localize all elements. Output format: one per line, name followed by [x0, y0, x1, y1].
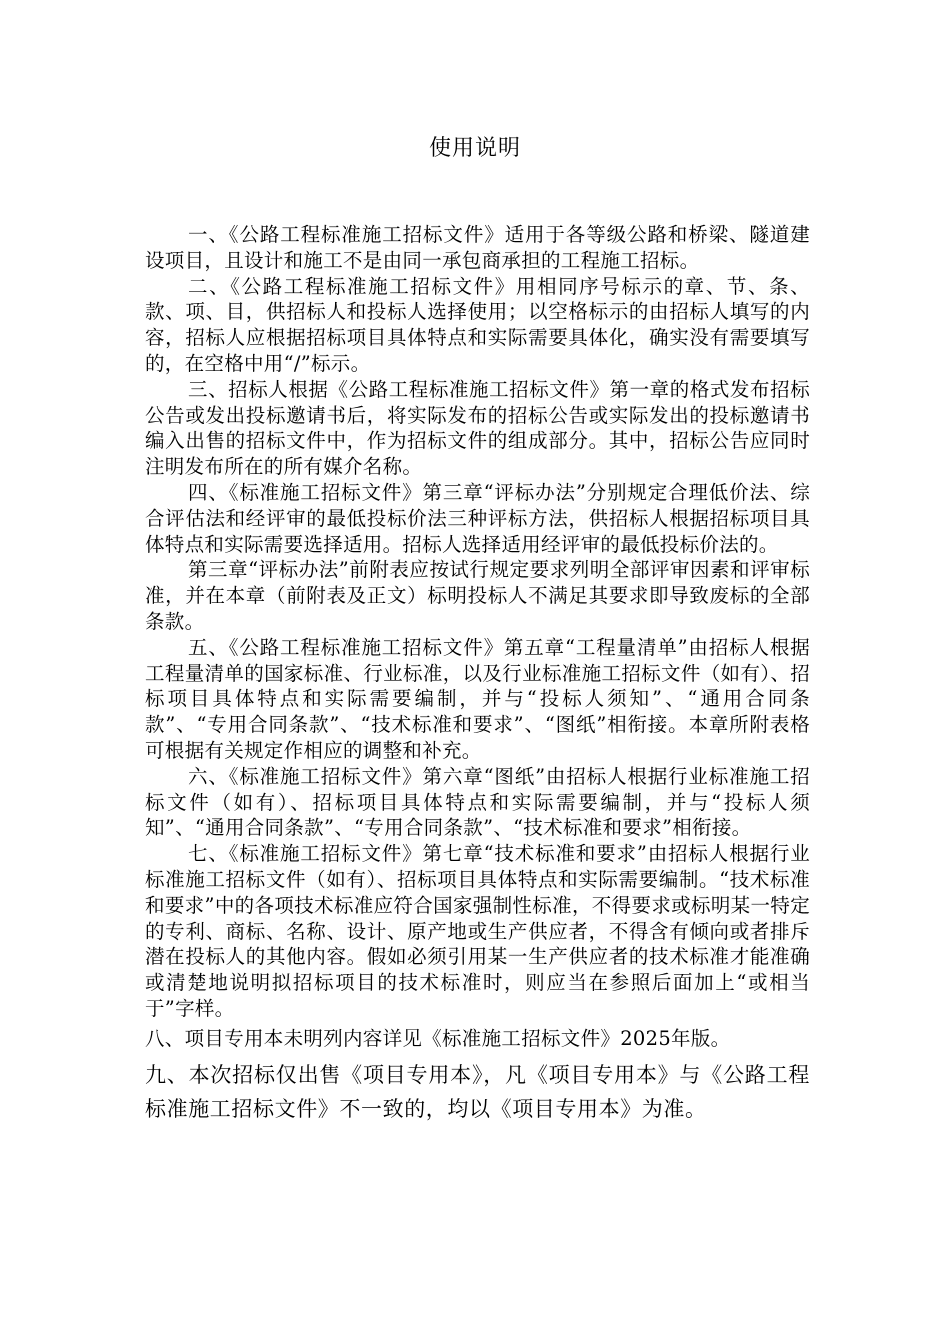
paragraph-8: 八、项目专用本未明列内容详见《标准施工招标文件》2025年版。: [145, 1026, 731, 1050]
paragraph-3: 三、招标人根据《公路工程标准施工招标文件》第一章的格式发布招标公告或发出投标邀请书后，将实际发布的招标公告或实际发出的投标邀请书编入出售的招标文件中，作为招标文件的组成部分。其中，招标公告应同时注明发布所在的所有媒介名称。: [145, 377, 810, 479]
paragraph-4-note: 第三章“评标办法”前附表应按试行规定要求列明全部评审因素和评审标准，并在本章（前附表及正文）标明投标人不满足其要求即导致废标的全部条款。: [145, 558, 810, 633]
paragraph-4: 四、《标准施工招标文件》第三章“评标办法”分别规定合理低价法、综合评估法和经评审的最低投标价法三种评标方法，供招标人根据招标项目具体特点和实际需要选择适用。招标人选择适用经评审的最低投标价法的。: [145, 480, 810, 556]
paragraph-9: 九、本次招标仅出售《项目专用本》，凡《项目专用本》与《公路工程标准施工招标文件》不一致的，均以《项目专用本》为准。: [145, 1062, 810, 1121]
paragraph-2: 二、《公路工程标准施工招标文件》用相同序号标示的章、节、条、款、项、目，供招标人和投标人选择使用；以空格标示的由招标人填写的内容，招标人应根据招标项目具体特点和实际需要具体化，确实没有需要填写的，在空格中用“/”标示。: [145, 274, 810, 375]
document-body: [145, 222, 810, 1126]
paragraph-7: 七、《标准施工招标文件》第七章“技术标准和要求”由招标人根据行业标准施工招标文件（如有）、招标项目具体特点和实际需要编制。“技术标准和要求”中的各项技术标准应符合国家强制性标准，不得要求或标明某一特定的专利、商标、名称、设计、原产地或生产供应者，不得含有倾向或者排斥潜在投标人的其他内容。假如必须引用某一生产供应者的技术标准才能准确或清楚地说明拟招标项目的技术标准时，则应当在参照后面加上“或相当于”字样。: [145, 842, 810, 1020]
paragraph-5: 五、《公路工程标准施工招标文件》第五章“工程量清单”由招标人根据工程量清单的国家标准、行业标准，以及行业标准施工招标文件（如有）、招标项目具体特点和实际需要编制，并与“投标人须知”、“通用合同条款”、“专用合同条款”、“技术标准和要求”、“图纸”相衔接。本章所附表格可根据有关规定作相应的调整和补充。: [145, 635, 810, 762]
page-title: 使用说明: [428, 136, 521, 161]
paragraph-1: 一、《公路工程标准施工招标文件》适用于各等级公路和桥梁、隧道建设项目，且设计和施工不是由同一承包商承担的工程施工招标。: [145, 223, 810, 272]
paragraph-6: 六、《标准施工招标文件》第六章“图纸”由招标人根据行业标准施工招标文件（如有）、招标项目具体特点和实际需要编制，并与“投标人须知”、“通用合同条款”、“专用合同条款”、“技术标准和要求”相衔接。: [145, 764, 810, 840]
